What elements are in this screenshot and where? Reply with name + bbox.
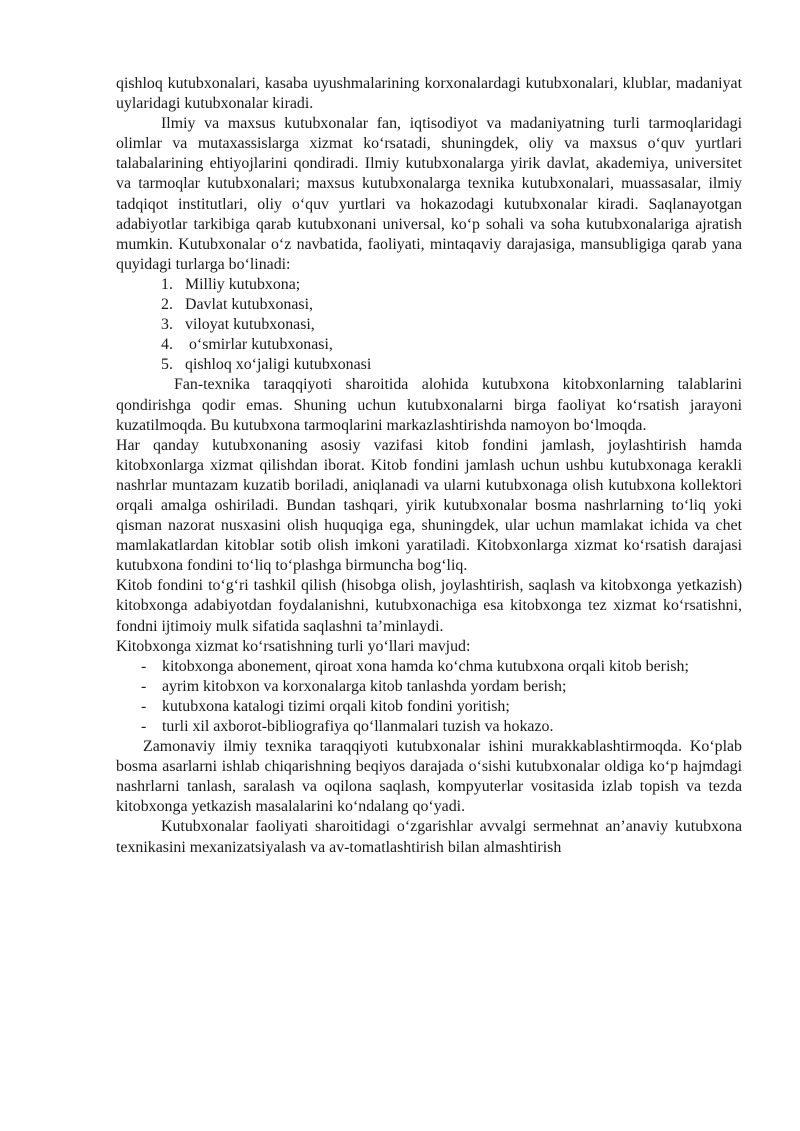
- dash-list: [116, 657, 742, 737]
- paragraph: Har qanday kutubxonaning asosiy vazifasi kitob fondini jamlash, joylashtirish hamda kitobxonlarga xizmat qilishdan iborat. Kitob fondini jamlash uchun ushbu kutubxonaga kerakli nashrlar muntazam kuzatib boriladi, aniqlanadi va ularni kutubxonaga olish kutubxona kollektori orqali amalga oshiriladi. Bundan tashqari, yirik kutubxonalar bosma nashrlarning to‘liq yoki qisman nazorat nusxasini olish huquqiga ega, shuningdek, ular uchun mamlakat ichida va chet mamlakatlardan kitoblar sotib olish imkoni yaratiladi. Kitobxonlarga xizmat ko‘rsatish darajasi kutubxona fondini to‘liq to‘plashga birmuncha bog‘liq.: [116, 436, 742, 575]
- list-item: [116, 697, 742, 717]
- numbered-list: [116, 275, 742, 375]
- list-number: 4.: [161, 336, 173, 354]
- list-item-text: Milliy kutubxona;: [185, 275, 301, 293]
- list-item-text: ayrim kitobxon va korxonalarga kitob tanlashda yordam berish;: [162, 677, 567, 695]
- paragraph: Kitob fondini to‘g‘ri tashkil qilish (hisobga olish, joylashtirish, saqlash va kitobxonga yetkazish) kitobxonga adabiyotdan foydalanishni, kutubxonachiga esa kitobxonga tez xizmat ko‘rsatishni, fondni ijtimoiy mulk sifatida saqlashni ta’minlaydi.: [116, 577, 742, 635]
- list-item-text: turli xil axborot-bibliografiya qo‘llanmalari tuzish va hokazo.: [162, 718, 554, 735]
- list-item: [116, 717, 742, 737]
- dash-marker: -: [141, 677, 147, 695]
- list-item: [116, 677, 742, 697]
- dash-marker: -: [141, 718, 147, 735]
- paragraph: qishloq kutubxonalari, kasaba uyushmalarining korxonalardagi kutubxonalari, klublar, madaniyat uylaridagi kutubxonalar kiradi.: [116, 75, 742, 113]
- dash-marker: -: [141, 697, 147, 715]
- dash-marker: -: [141, 657, 147, 675]
- document-page: [116, 74, 742, 858]
- list-item-text: Davlat kutubxonasi,: [185, 296, 313, 314]
- list-item: [161, 315, 742, 335]
- list-number: 5.: [161, 356, 173, 374]
- list-item: [161, 275, 742, 295]
- list-item: [116, 657, 742, 677]
- list-item-text: viloyat kutubxonasi,: [185, 316, 315, 334]
- list-item-text: o‘smirlar kutubxonasi,: [185, 336, 333, 354]
- list-item-text: kutubxona katalogi tizimi orqali kitob fondini yoritish;: [162, 697, 510, 715]
- list-item-text: qishloq xo‘jaligi kutubxonasi: [185, 356, 372, 374]
- list-number: 3.: [161, 316, 173, 334]
- paragraph: Zamonaviy ilmiy texnika taraqqiyoti kutubxonalar ishini murakkablashtirmoqda. Ko‘plab bosma asarlarni ishlab chiqarishning beqiyos darajada o‘sishi kutubxonalar oldiga ko‘p hajmdagi nashrlarni tanlash, saralash va oqilona saqlash, kompyuterlar vositasida izlab topish va tezda kitobxonga yetkazish masalalarini ko‘ndalang qo‘yadi.: [116, 738, 742, 816]
- list-item: [161, 355, 742, 375]
- list-item: [161, 295, 742, 315]
- paragraph: Ilmiy va maxsus kutubxonalar fan, iqtisodiyot va madaniyatning turli tarmoqlaridagi olimlar va mutaxassislarga xizmat ko‘rsatadi, shuningdek, oliy va maxsus o‘quv yurtlari talabalarining ehtiyojlarini qondiradi. Ilmiy kutubxonalarga yirik davlat, akademiya, universitet va tarmoqlar kutubxonalari; maxsus kutubxonalarga texnika kutubxonalari, muassasalar, ilmiy tadqiqot institutlari, oliy o‘quv yurtlari va hokazodagi kutubxonalar kiradi. Saqlanayotgan adabiyotlar tarkibiga qarab kutubxonani universal, ko‘p sohali va soha kutubxonalariga ajratish mumkin. Kutubxonalar o‘z navbatida, faoliyati, mintaqaviy darajasiga, mansubligiga qarab yana quyidagi turlarga bo‘linadi:: [116, 115, 742, 273]
- paragraph: Fan-texnika taraqqiyoti sharoitida alohida kutubxona kitobxonlarning talablarini qondirishga qodir emas. Shuning uchun kutubxonalarni birga faoliyat ko‘rsatish jarayoni kuzatilmoqda. Bu kutubxona tarmoqlarini markazlashtirishda namoyon bo‘lmoqda.: [116, 376, 742, 434]
- list-item-text: kitobxonga abonement, qiroat xona hamda ko‘chma kutubxona orqali kitob berish;: [162, 657, 689, 675]
- list-item: [161, 335, 742, 355]
- list-number: 1.: [161, 275, 173, 293]
- list-number: 2.: [161, 296, 173, 314]
- paragraph: Kitobxonga xizmat ko‘rsatishning turli yo‘llari mavjud:: [116, 637, 471, 655]
- paragraph: Kutubxonalar faoliyati sharoitidagi o‘zgarishlar avvalgi sermehnat an’anaviy kutubxona texnikasini mexanizatsiyalash va av-tomatlashtirish bilan almashtirish: [116, 818, 742, 856]
